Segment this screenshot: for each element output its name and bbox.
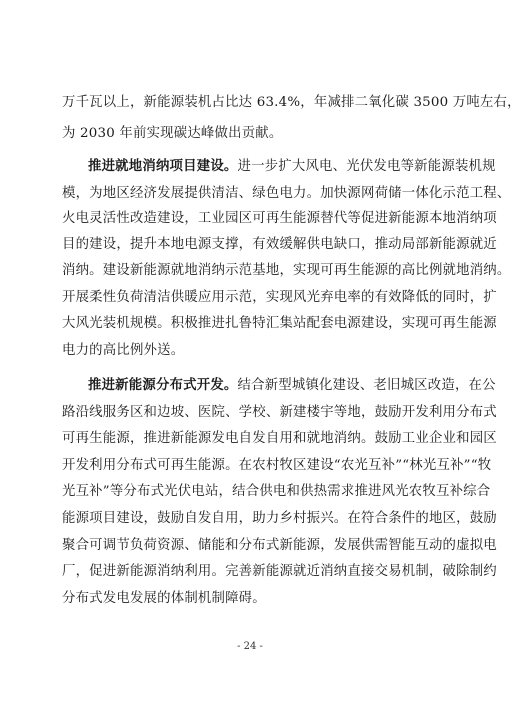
paragraph-2-line: 火电灵活性改造建设，工业园区可再生能源替代等促进新能源本地消纳项 xyxy=(62,211,497,226)
paragraph-2-line: 模，为地区经济发展提供清洁、绿色电力。加快源网荷储一体化示范工程、 xyxy=(62,186,511,201)
paragraph-2-line: 目的建设，提升本地电源支撑，有效缓解供电缺口，推动局部新能源就近 xyxy=(62,237,497,252)
paragraph-3-line: 聚合可调节负荷资源、储能和分布式新能源，发展供需智能互动的虚拟电 xyxy=(62,538,497,553)
paragraph-3-line: 能源项目建设，鼓励自发自用，助力乡村振兴。在符合条件的地区，鼓励 xyxy=(62,511,497,526)
paragraph-3-heading: 推进新能源分布式开发。 xyxy=(88,377,238,393)
paragraph-3-line: 分布式发电发展的体制机制障碍。 xyxy=(62,591,266,606)
paragraph-3-first-line-text: 结合新型城镇化建设、老旧城区改造，在公 xyxy=(237,378,496,393)
paragraph-1-line-2: 为 2030 年前实现碳达峰做出贡献。 xyxy=(62,126,283,141)
paragraph-3-line: 路沿线服务区和边坡、医院、学校、新建楼宇等地，鼓励开发利用分布式 xyxy=(62,405,497,420)
paragraph-2-line: 大风光装机规模。积极推进扎鲁特汇集站配套电源建设，实现可再生能源 xyxy=(62,316,497,331)
paragraph-3-line: 厂，促进新能源消纳利用。完善新能源就近消纳直接交易机制，破除制约 xyxy=(62,564,497,579)
paragraph-2-first-line-text: 进一步扩大风电、光伏发电等新能源装机规 xyxy=(237,159,496,174)
paragraph-3-first-line xyxy=(88,377,496,394)
paragraph-3-line: 开发利用分布式可再生能源。在农村牧区建设“农光互补”“林光互补”“牧 xyxy=(62,458,492,473)
paragraph-2-first-line xyxy=(88,158,496,175)
paragraph-2-heading: 推进就地消纳项目建设。 xyxy=(88,158,238,174)
paragraph-3-line: 光互补”等分布式光伏电站，结合供电和供热需求推进风光农牧互补综合 xyxy=(62,484,491,499)
page-number: - 24 - xyxy=(237,641,263,652)
paragraph-2-line: 消纳。建设新能源就地消纳示范基地，实现可再生能源的高比例就地消纳。 xyxy=(62,263,511,278)
paragraph-3-line: 可再生能源，推进新能源发电自发自用和就地消纳。鼓励工业企业和园区 xyxy=(62,431,497,446)
paragraph-2-line: 电力的高比例外送。 xyxy=(62,343,185,358)
paragraph-2-line: 开展柔性负荷清洁供暖应用示范，实现风光弃电率的有效降低的同时，扩 xyxy=(62,290,497,305)
paragraph-1-line-1: 万千瓦以上，新能源装机占比达 63.4%，年减排二氧化碳 3500 万吨左右， xyxy=(62,95,521,110)
